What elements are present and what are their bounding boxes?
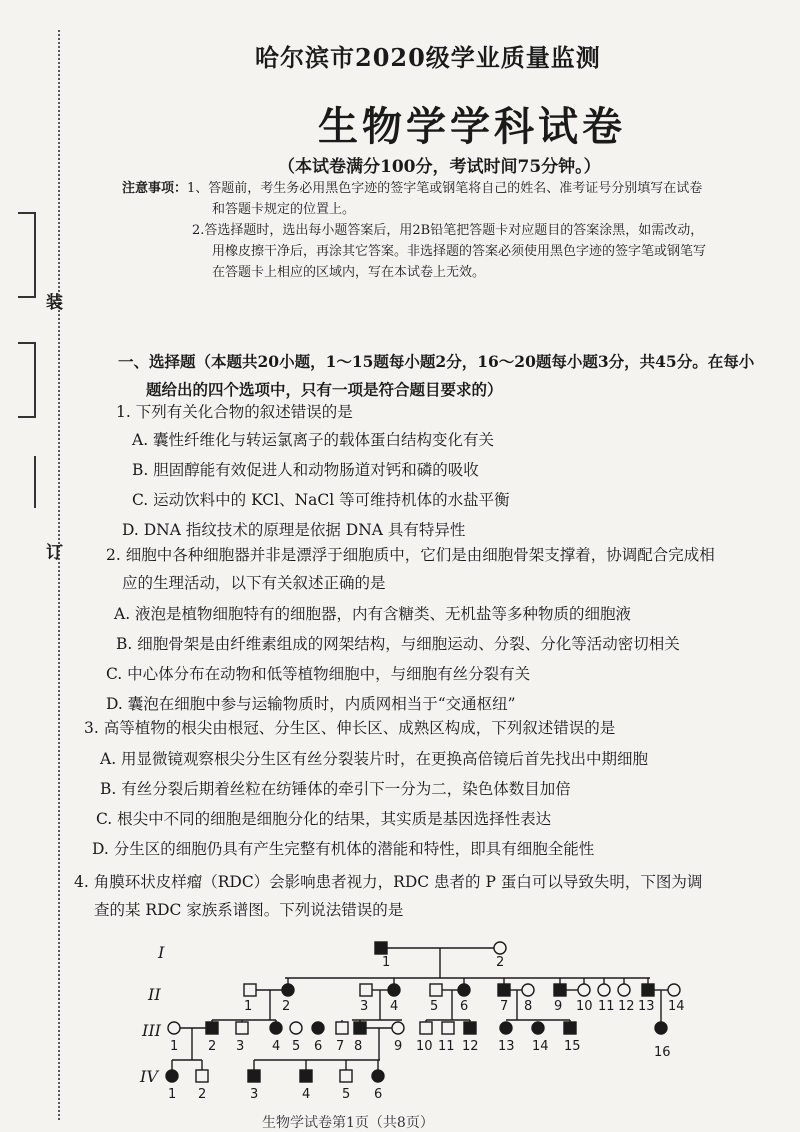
svg-text:11: 11: [598, 999, 615, 1014]
svg-text:13: 13: [498, 1039, 515, 1054]
svg-text:7: 7: [500, 999, 509, 1014]
generation-label-2: II: [148, 985, 161, 1004]
generation-label-3: III: [142, 1021, 161, 1040]
svg-text:14: 14: [532, 1039, 549, 1054]
svg-text:4: 4: [302, 1087, 311, 1102]
svg-text:12: 12: [462, 1039, 479, 1054]
exam-subtitle: （本试卷满分100分，考试时间75分钟。）: [278, 157, 601, 177]
note-item-2a: 2.答选择题时，选出每小题答案后，用2B铅笔把答题卡对应题目的答案涂黑，如需改动，: [192, 223, 704, 238]
question-3-option-a: A. 用显微镜观察根尖分生区有丝分裂装片时，在更换高倍镜后首先找出中期细胞: [100, 750, 649, 768]
generation-II: [244, 978, 680, 996]
svg-text:2: 2: [282, 999, 291, 1014]
svg-text:12: 12: [618, 999, 635, 1014]
svg-text:11: 11: [438, 1039, 455, 1054]
generation-label-1: I: [158, 943, 165, 962]
svg-text:13: 13: [638, 999, 655, 1014]
question-3-stem: 3. 高等植物的根尖由根冠、分生区、伸长区、成熟区构成，下列叙述错误的是: [84, 719, 616, 737]
svg-text:3: 3: [360, 999, 369, 1014]
note-item-1a: 注意事项：1、答题前，考生务必用黑色字迹的签字笔或钢笔将自己的姓名、准考证号分别填写在试卷: [122, 181, 703, 196]
svg-text:1: 1: [170, 1039, 179, 1054]
generation-II-labels: [244, 999, 685, 1014]
question-2-stem-line2: 应的生理活动，以下有关叙述正确的是: [122, 574, 386, 592]
svg-text:15: 15: [564, 1039, 581, 1054]
question-3-option-b: B. 有丝分裂后期着丝粒在纺锤体的牵引下一分为二，染色体数目加倍: [100, 780, 571, 798]
section-line-1: 一、选择题（本题共20小题，1～15题每小题2分，16～20题每小题3分，共45分。在每小: [118, 352, 755, 371]
note-item-2c: 在答题卡上相应的区域内，写在本试卷上无效。: [212, 265, 486, 280]
pedigree-chart: [130, 936, 710, 1116]
svg-text:5: 5: [342, 1087, 351, 1102]
svg-text:1: 1: [244, 999, 253, 1014]
svg-text:10: 10: [576, 999, 593, 1014]
question-3-option-c: C. 根尖中不同的细胞是细胞分化的结果，其实质是基因选择性表达: [96, 810, 552, 828]
question-1-option-d: D. DNA 指纹技术的原理是依据 DNA 具有特异性: [122, 521, 466, 539]
svg-text:9: 9: [394, 1039, 403, 1054]
svg-text:4: 4: [272, 1039, 281, 1054]
generation-label-4: IV: [140, 1067, 158, 1086]
svg-text:6: 6: [314, 1039, 323, 1054]
svg-text:9: 9: [554, 999, 563, 1014]
svg-text:7: 7: [336, 1039, 345, 1054]
individual-I1: [375, 942, 387, 954]
question-4-stem-line2: 查的某 RDC 家族系谱图。下列说法错误的是: [94, 901, 404, 919]
binding-label-ding: 订: [46, 543, 63, 563]
svg-text:5: 5: [292, 1039, 301, 1054]
svg-text:14: 14: [668, 999, 685, 1014]
question-2-stem-line1: 2. 细胞中各种细胞器并非是漂浮于细胞质中，它们是由细胞骨架支撑着，协调配合完成相: [106, 546, 715, 564]
svg-text:1: 1: [168, 1087, 177, 1102]
svg-text:3: 3: [236, 1039, 245, 1054]
binding-bracket-2: [18, 342, 36, 418]
question-2-option-c: C. 中心体分布在动物和低等植物细胞中，与细胞有丝分裂有关: [106, 665, 531, 683]
notes-label: 注意事项：: [122, 181, 188, 196]
svg-text:2: 2: [198, 1087, 207, 1102]
svg-text:4: 4: [390, 999, 399, 1014]
question-4-stem-line1: 4. 角膜环状皮样瘤（RDC）会影响患者视力，RDC 患者的 P 蛋白可以导致失明，下图为调: [74, 873, 703, 891]
individual-I2: [494, 942, 506, 954]
question-1-stem: 1. 下列有关化合物的叙述错误的是: [116, 403, 353, 421]
svg-text:10: 10: [416, 1039, 433, 1054]
svg-text:8: 8: [524, 999, 533, 1014]
binding-bracket-3: [18, 456, 36, 508]
notes-block: [122, 178, 762, 283]
svg-text:2: 2: [208, 1039, 217, 1054]
question-2-option-b: B. 细胞骨架是由纤维素组成的网架结构，与细胞运动、分裂、分化等活动密切相关: [116, 635, 680, 653]
question-2-option-d: D. 囊泡在细胞中参与运输物质时，内质网相当于“交通枢纽”: [106, 695, 516, 713]
generation-IV-labels: [168, 1087, 382, 1102]
binding-bracket-1: [18, 212, 36, 298]
question-2-option-a: A. 液泡是植物细胞特有的细胞器，内有含糖类、无机盐等多种物质的细胞液: [114, 605, 632, 623]
svg-text:1: 1: [382, 955, 391, 970]
binding-label-zhuang: 装: [46, 293, 63, 313]
note-item-1b: 和答题卡规定的位置上。: [212, 202, 356, 217]
section-heading: [118, 348, 778, 404]
binding-dotted-line: [58, 30, 60, 1120]
svg-text:8: 8: [354, 1039, 363, 1054]
question-1-option-a: A. 囊性纤维化与转运氯离子的载体蛋白结构变化有关: [132, 431, 495, 449]
svg-text:16: 16: [654, 1045, 671, 1060]
note-item-2b: 用橡皮擦干净后，再涂其它答案。非选择题的答案必须使用黑色字迹的签字笔或钢笔写: [212, 244, 707, 259]
page-footer: 生物学试卷第1页（共8页）: [262, 1115, 434, 1131]
svg-text:3: 3: [250, 1087, 259, 1102]
generation-III: [168, 1020, 667, 1034]
generation-III-labels: [170, 1039, 671, 1060]
question-1-option-b: B. 胆固醇能有效促进人和动物肠道对钙和磷的吸收: [132, 461, 479, 479]
svg-text:2: 2: [496, 955, 505, 970]
svg-text:6: 6: [374, 1087, 383, 1102]
exam-title: 哈尔滨市2020级学业质量监测: [255, 43, 601, 72]
question-1-option-c: C. 运动饮料中的 KCl、NaCl 等可维持机体的水盐平衡: [132, 491, 510, 509]
subject-title: 生物学学科试卷: [318, 103, 626, 150]
question-3-option-d: D. 分生区的细胞仍具有产生完整有机体的潜能和特性，即具有细胞全能性: [92, 840, 595, 858]
svg-text:5: 5: [430, 999, 439, 1014]
generation-IV: [166, 1060, 384, 1082]
section-line-2: 题给出的四个选项中，只有一项是符合题目要求的）: [146, 380, 503, 399]
svg-text:6: 6: [460, 999, 469, 1014]
